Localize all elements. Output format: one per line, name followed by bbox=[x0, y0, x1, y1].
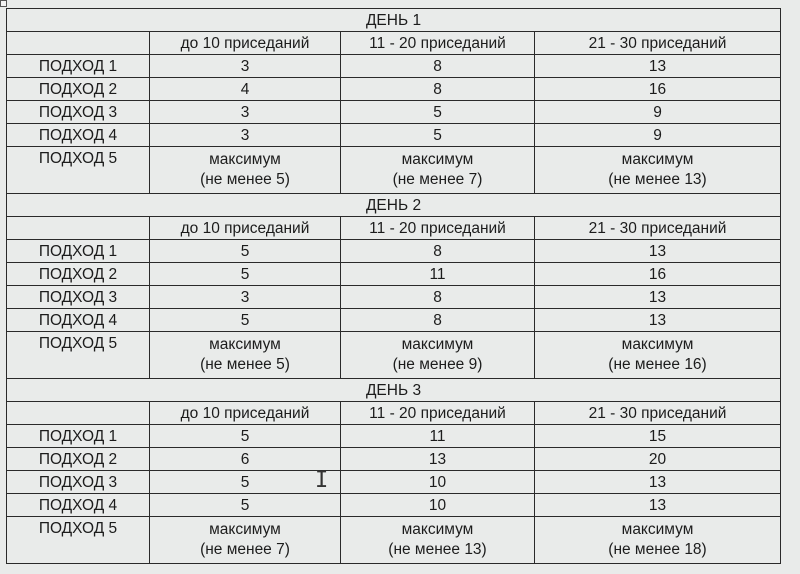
table-cell[interactable] bbox=[150, 517, 341, 564]
table-row-max bbox=[7, 147, 781, 194]
set-label[interactable]: ПОДХОД 3 bbox=[7, 471, 150, 494]
table-cell[interactable]: 5 bbox=[150, 471, 341, 494]
max-word: максимум bbox=[621, 521, 694, 538]
column-header[interactable]: 11 - 20 приседаний bbox=[341, 32, 535, 55]
set-label[interactable]: ПОДХОД 4 bbox=[7, 124, 150, 147]
table-move-handle[interactable] bbox=[0, 0, 7, 7]
table-row bbox=[7, 78, 781, 101]
column-header[interactable]: до 10 приседаний bbox=[150, 402, 341, 425]
table-cell[interactable]: 8 bbox=[341, 240, 535, 263]
set-label[interactable]: ПОДХОД 5 bbox=[7, 517, 150, 564]
table-cell[interactable] bbox=[535, 332, 781, 379]
min-note: (не менее 5) bbox=[200, 171, 290, 188]
table-row bbox=[7, 494, 781, 517]
max-word: максимум bbox=[209, 151, 281, 168]
column-header[interactable]: 21 - 30 приседаний bbox=[535, 217, 781, 240]
table-cell[interactable]: 8 bbox=[341, 55, 535, 78]
set-label[interactable]: ПОДХОД 1 bbox=[7, 55, 150, 78]
table-row bbox=[7, 448, 781, 471]
set-label[interactable]: ПОДХОД 2 bbox=[7, 448, 150, 471]
min-note: (не менее 9) bbox=[392, 356, 483, 373]
column-header[interactable]: до 10 приседаний bbox=[150, 32, 341, 55]
column-header[interactable]: 21 - 30 приседаний bbox=[535, 32, 781, 55]
set-label[interactable]: ПОДХОД 1 bbox=[7, 240, 150, 263]
corner-cell[interactable] bbox=[7, 32, 150, 55]
table-row bbox=[7, 263, 781, 286]
table-cell[interactable]: 13 bbox=[535, 286, 781, 309]
table-row bbox=[7, 124, 781, 147]
table-cell[interactable] bbox=[150, 147, 341, 194]
table-cell[interactable]: 5 bbox=[150, 425, 341, 448]
table-cell[interactable]: 3 bbox=[150, 101, 341, 124]
table-cell[interactable]: 20 bbox=[535, 448, 781, 471]
set-label[interactable]: ПОДХОД 3 bbox=[7, 101, 150, 124]
max-word: максимум bbox=[401, 521, 474, 538]
table-cell[interactable]: 13 bbox=[535, 55, 781, 78]
table-cell[interactable]: 13 bbox=[341, 448, 535, 471]
squat-plan-table[interactable] bbox=[6, 8, 781, 564]
day-title[interactable]: ДЕНЬ 1 bbox=[7, 9, 781, 32]
table-cell[interactable]: 16 bbox=[535, 263, 781, 286]
table-cell[interactable] bbox=[150, 332, 341, 379]
min-note: (не менее 18) bbox=[608, 541, 707, 558]
table-row bbox=[7, 55, 781, 78]
day-title[interactable]: ДЕНЬ 2 bbox=[7, 194, 781, 217]
table-cell[interactable]: 8 bbox=[341, 78, 535, 101]
table-cell[interactable]: 4 bbox=[150, 78, 341, 101]
set-label[interactable]: ПОДХОД 2 bbox=[7, 78, 150, 101]
table-cell[interactable]: 5 bbox=[150, 309, 341, 332]
column-header-row bbox=[7, 402, 781, 425]
corner-cell[interactable] bbox=[7, 217, 150, 240]
table-row bbox=[7, 471, 781, 494]
table-cell[interactable]: 5 bbox=[341, 124, 535, 147]
text-cursor-icon: I bbox=[315, 468, 329, 493]
table-row bbox=[7, 309, 781, 332]
table-cell[interactable]: 11 bbox=[341, 263, 535, 286]
max-word: максимум bbox=[209, 521, 281, 538]
table-cell[interactable]: 9 bbox=[535, 101, 781, 124]
table-cell[interactable]: 16 bbox=[535, 78, 781, 101]
table-cell[interactable]: 13 bbox=[535, 309, 781, 332]
set-label[interactable]: ПОДХОД 5 bbox=[7, 147, 150, 194]
table-cell[interactable]: 10 bbox=[341, 471, 535, 494]
table-cell[interactable]: 5 bbox=[150, 494, 341, 517]
table-cell[interactable]: 6 bbox=[150, 448, 341, 471]
min-note: (не менее 16) bbox=[608, 356, 707, 373]
column-header[interactable]: 11 - 20 приседаний bbox=[341, 217, 535, 240]
min-note: (не менее 13) bbox=[608, 171, 707, 188]
min-note: (не менее 5) bbox=[200, 356, 290, 373]
table-cell[interactable]: 13 bbox=[535, 240, 781, 263]
max-word: максимум bbox=[401, 336, 474, 353]
table-row bbox=[7, 286, 781, 309]
column-header[interactable]: 21 - 30 приседаний bbox=[535, 402, 781, 425]
max-word: максимум bbox=[209, 336, 281, 353]
column-header[interactable]: до 10 приседаний bbox=[150, 217, 341, 240]
set-label[interactable]: ПОДХОД 4 bbox=[7, 494, 150, 517]
set-label[interactable]: ПОДХОД 2 bbox=[7, 263, 150, 286]
column-header-row bbox=[7, 217, 781, 240]
max-word: максимум bbox=[621, 336, 694, 353]
column-header-row bbox=[7, 32, 781, 55]
corner-cell[interactable] bbox=[7, 402, 150, 425]
table-row bbox=[7, 101, 781, 124]
table-cell[interactable]: 15 bbox=[535, 425, 781, 448]
table-row bbox=[7, 240, 781, 263]
table-cell[interactable]: 8 bbox=[341, 309, 535, 332]
table-cell[interactable]: 5 bbox=[341, 101, 535, 124]
table-body bbox=[7, 9, 781, 564]
set-label[interactable]: ПОДХОД 4 bbox=[7, 309, 150, 332]
set-label[interactable]: ПОДХОД 5 bbox=[7, 332, 150, 379]
table-cell[interactable] bbox=[341, 517, 535, 564]
table-cell[interactable] bbox=[535, 517, 781, 564]
table-row-max bbox=[7, 332, 781, 379]
table-cell[interactable]: 10 bbox=[341, 494, 535, 517]
set-label[interactable]: ПОДХОД 3 bbox=[7, 286, 150, 309]
min-note: (не менее 7) bbox=[200, 541, 290, 558]
table-cell[interactable]: 3 bbox=[150, 55, 341, 78]
max-word: максимум bbox=[621, 151, 694, 168]
table-cell[interactable]: 9 bbox=[535, 124, 781, 147]
table-row bbox=[7, 425, 781, 448]
table-cell[interactable] bbox=[341, 332, 535, 379]
set-label[interactable]: ПОДХОД 1 bbox=[7, 425, 150, 448]
table-cell[interactable]: 13 bbox=[535, 471, 781, 494]
max-word: максимум bbox=[401, 151, 474, 168]
table-cell[interactable]: 13 bbox=[535, 494, 781, 517]
day-header-row bbox=[7, 194, 781, 217]
day-header-row bbox=[7, 9, 781, 32]
table-cell[interactable]: 11 bbox=[341, 425, 535, 448]
min-note: (не менее 13) bbox=[388, 541, 487, 558]
day-title[interactable]: ДЕНЬ 3 bbox=[7, 379, 781, 402]
column-header[interactable]: 11 - 20 приседаний bbox=[341, 402, 535, 425]
table-row-max bbox=[7, 517, 781, 564]
table-cell[interactable]: 3 bbox=[150, 286, 341, 309]
table-cell[interactable]: 5 bbox=[150, 240, 341, 263]
min-note: (не менее 7) bbox=[392, 171, 483, 188]
table-cell[interactable] bbox=[341, 147, 535, 194]
table-cell[interactable]: 5 bbox=[150, 263, 341, 286]
day-header-row bbox=[7, 379, 781, 402]
table-cell[interactable]: 8 bbox=[341, 286, 535, 309]
table-cell[interactable]: 3 bbox=[150, 124, 341, 147]
table-cell[interactable] bbox=[535, 147, 781, 194]
